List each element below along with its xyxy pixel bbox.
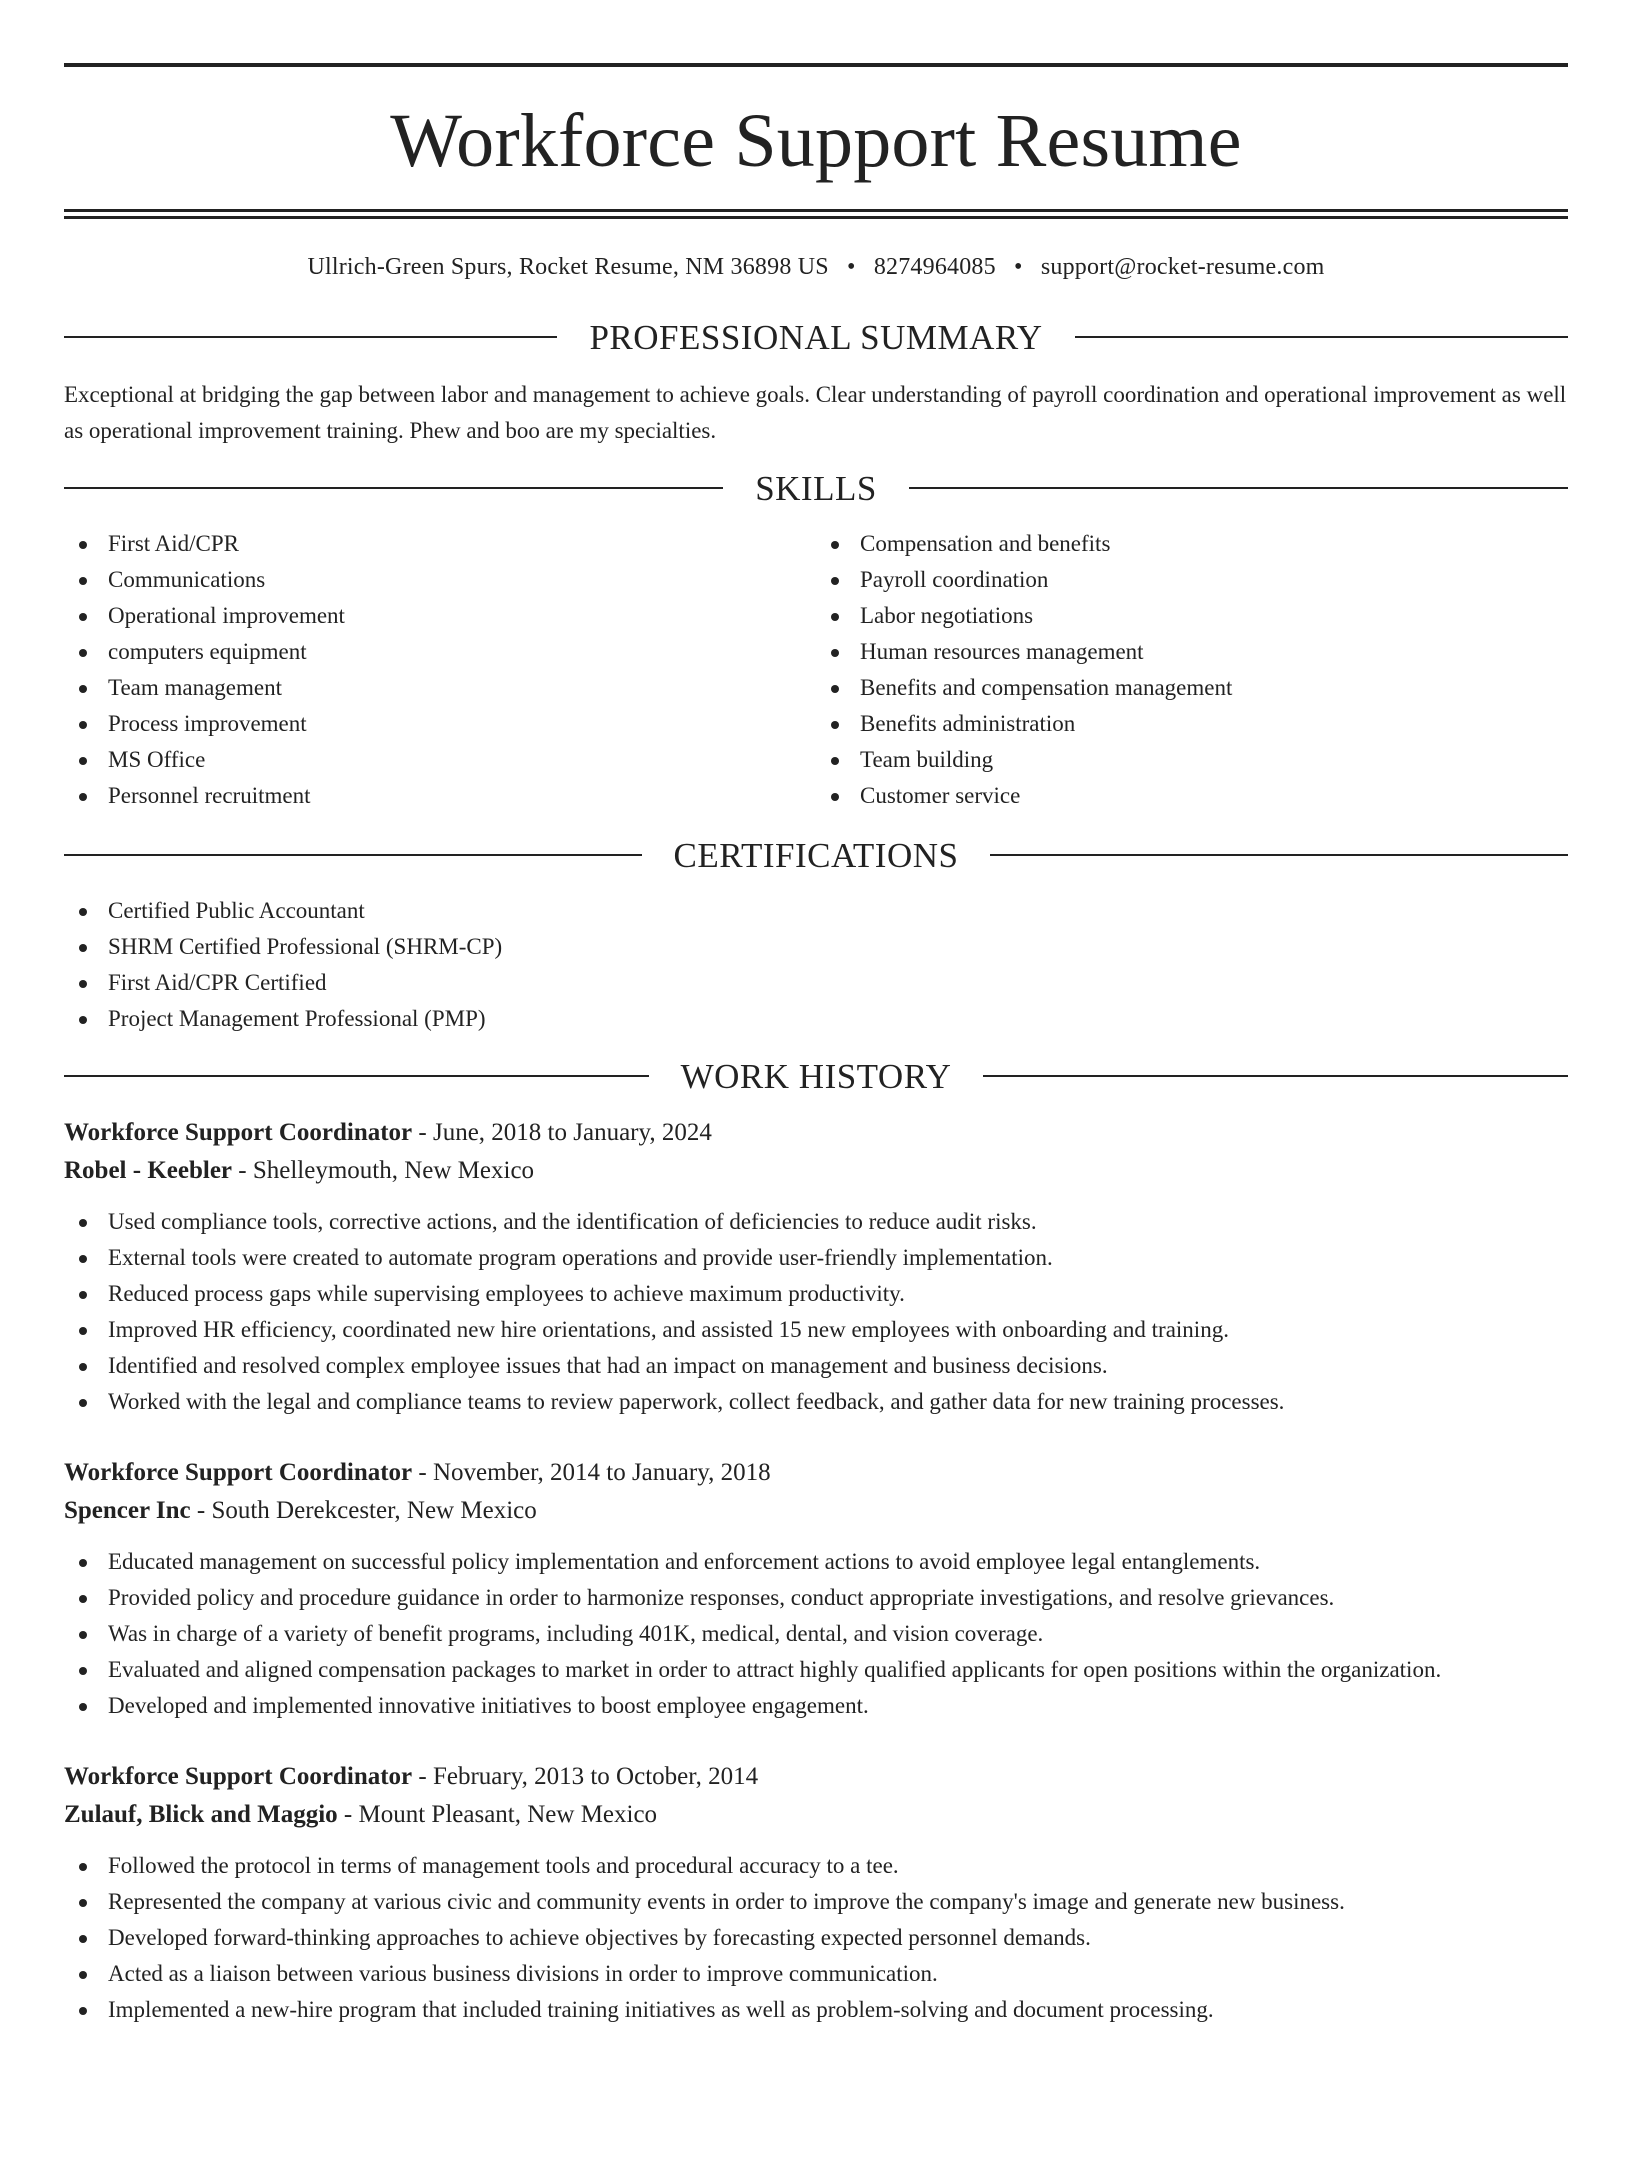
job-bullets (64, 1204, 1568, 1420)
certification-item: Project Management Professional (PMP) (64, 1001, 1568, 1037)
skill-item: Team management (64, 670, 816, 706)
job-bullet: Educated management on successful policy implementation and enforcement actions to avoid employee legal entanglements. (64, 1544, 1568, 1580)
job-dates: - November, 2014 to January, 2018 (412, 1458, 771, 1486)
job-bullet: Used compliance tools, corrective actions, and the identification of deficiencies to reduce audit risks. (64, 1204, 1568, 1240)
job-bullet: Identified and resolved complex employee issues that had an impact on management and business decisions. (64, 1348, 1568, 1384)
section-title-skills: SKILLS (755, 468, 877, 508)
job-bullet: Provided policy and procedure guidance in order to harmonize responses, conduct appropriate investigations, and resolve grievances. (64, 1580, 1568, 1616)
job-bullets (64, 1544, 1568, 1724)
skill-item: Team building (816, 742, 1568, 778)
job-bullet: Developed and implemented innovative initiatives to boost employee engagement. (64, 1688, 1568, 1724)
summary-text: Exceptional at bridging the gap between labor and management to achieve goals. Clear understanding of payroll coordination and operational improvement as well as operational improvement training. Phew and boo are my specialties. (64, 381, 1567, 443)
certification-item: First Aid/CPR Certified (64, 965, 1568, 1001)
resume-page (0, 63, 1632, 2175)
job-dates: - June, 2018 to January, 2024 (412, 1118, 712, 1146)
certification-item: SHRM Certified Professional (SHRM-CP) (64, 929, 1568, 965)
job-bullet: Followed the protocol in terms of management tools and procedural accuracy to a tee. (64, 1848, 1568, 1884)
job-bullet: Worked with the legal and compliance teams to review paperwork, collect feedback, and gather data for new training processes. (64, 1384, 1568, 1420)
job-location: - Shelleymouth, New Mexico (232, 1156, 535, 1184)
skill-item: Communications (64, 562, 816, 598)
section-rule (64, 336, 557, 338)
contact-phone: 8274964085 (873, 254, 996, 280)
job-title: Workforce Support Coordinator (64, 1118, 413, 1146)
section-header-work-history (64, 1056, 1568, 1096)
top-rule (64, 63, 1568, 67)
skill-item: Labor negotiations (816, 598, 1568, 634)
job-entry (64, 1454, 1568, 1724)
skill-item: Benefits and compensation management (816, 670, 1568, 706)
section-title-summary: PROFESSIONAL SUMMARY (589, 317, 1043, 357)
skill-item: First Aid/CPR (64, 526, 816, 562)
section-title-work-history: WORK HISTORY (680, 1056, 952, 1096)
job-bullet: Implemented a new-hire program that included training initiatives as well as problem-solving and document processing. (64, 1992, 1568, 2028)
job-company: Zulauf, Blick and Maggio (64, 1800, 338, 1828)
skill-item: Personnel recruitment (64, 778, 816, 814)
skill-item: Compensation and benefits (816, 526, 1568, 562)
skill-item: Human resources management (816, 634, 1568, 670)
job-bullet: Evaluated and aligned compensation packages to market in order to attract highly qualified applicants for open positions within the organization. (64, 1652, 1568, 1688)
job-company-line (64, 1492, 1568, 1530)
job-dates: - February, 2013 to October, 2014 (412, 1762, 759, 1790)
skill-item: Benefits administration (816, 706, 1568, 742)
job-entry (64, 1114, 1568, 1420)
job-bullet: Reduced process gaps while supervising employees to achieve maximum productivity. (64, 1276, 1568, 1312)
section-header-summary (64, 317, 1568, 357)
section-title-certifications: CERTIFICATIONS (673, 835, 959, 875)
skill-item: Payroll coordination (816, 562, 1568, 598)
job-bullet: Developed forward-thinking approaches to achieve objectives by forecasting expected personnel demands. (64, 1920, 1568, 1956)
job-company: Robel - Keebler (64, 1156, 233, 1184)
section-rule (64, 487, 723, 489)
page-title: Workforce Support Resume (390, 99, 1242, 183)
section-rule (990, 854, 1568, 856)
title-double-rule (64, 209, 1568, 219)
contact-separator: • (1014, 254, 1023, 280)
job-entry (64, 1758, 1568, 2028)
skill-item: MS Office (64, 742, 816, 778)
section-rule (1075, 336, 1568, 338)
skill-item: Customer service (816, 778, 1568, 814)
certification-item: Certified Public Accountant (64, 893, 1568, 929)
skill-item: Process improvement (64, 706, 816, 742)
section-rule (909, 487, 1568, 489)
job-bullet: Was in charge of a variety of benefit programs, including 401K, medical, dental, and vision coverage. (64, 1616, 1568, 1652)
section-header-skills (64, 468, 1568, 508)
contact-line (64, 253, 1568, 282)
skills-columns (64, 526, 1568, 814)
job-title-line (64, 1454, 1568, 1492)
job-title-line (64, 1114, 1568, 1152)
job-location: - South Derekcester, New Mexico (190, 1496, 537, 1524)
skills-list-right (816, 526, 1568, 814)
job-title: Workforce Support Coordinator (64, 1762, 413, 1790)
section-header-certifications (64, 835, 1568, 875)
job-bullet: Improved HR efficiency, coordinated new hire orientations, and assisted 15 new employees with onboarding and training. (64, 1312, 1568, 1348)
job-title: Workforce Support Coordinator (64, 1458, 413, 1486)
contact-separator: • (847, 254, 856, 280)
section-rule (64, 1075, 649, 1077)
contact-address: Ullrich-Green Spurs, Rocket Resume, NM 36898 US (307, 254, 829, 280)
skills-list-left (64, 526, 816, 814)
job-location: - Mount Pleasant, New Mexico (337, 1800, 658, 1828)
job-bullet: Represented the company at various civic and community events in order to improve the company's image and generate new business. (64, 1884, 1568, 1920)
job-bullet: External tools were created to automate program operations and provide user-friendly implementation. (64, 1240, 1568, 1276)
skill-item: Operational improvement (64, 598, 816, 634)
job-company-line (64, 1796, 1568, 1834)
job-bullets (64, 1848, 1568, 2028)
skill-item: computers equipment (64, 634, 816, 670)
job-title-line (64, 1758, 1568, 1796)
section-rule (64, 854, 642, 856)
job-company: Spencer Inc (64, 1496, 191, 1524)
job-bullet: Acted as a liaison between various business divisions in order to improve communication. (64, 1956, 1568, 1992)
section-rule (983, 1075, 1568, 1077)
certifications-list (64, 893, 1568, 1037)
job-company-line (64, 1152, 1568, 1190)
contact-email: support@rocket-resume.com (1040, 254, 1325, 280)
